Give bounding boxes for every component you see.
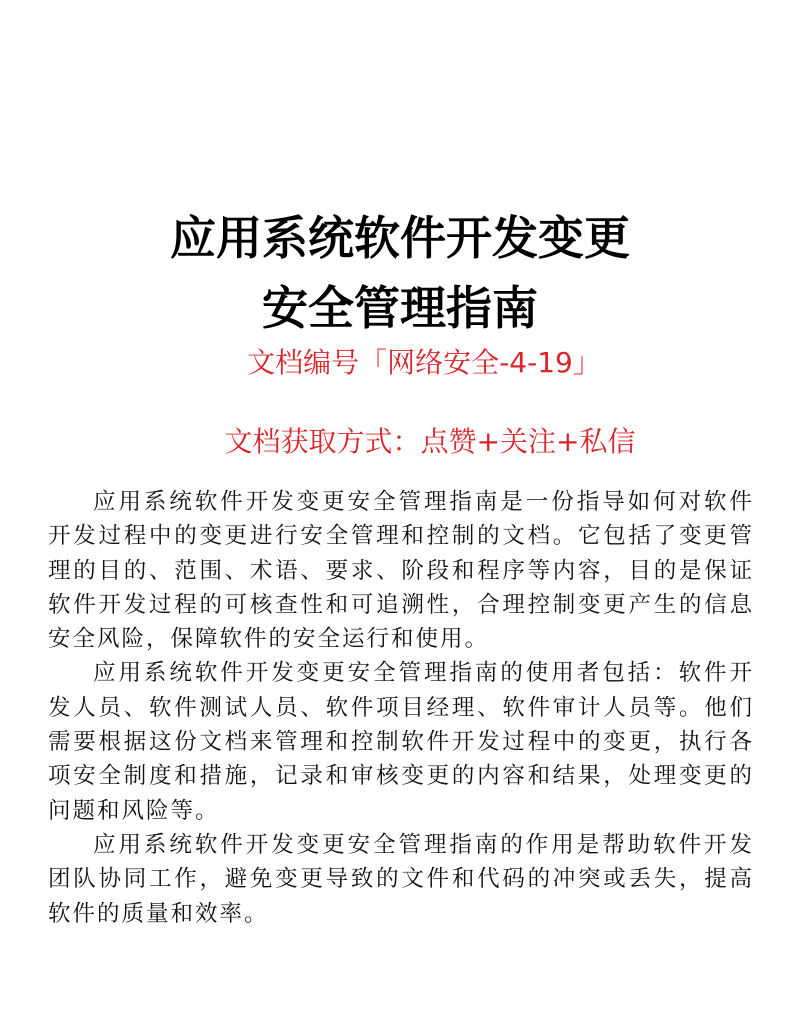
obtain-method: 文档获取方式：点赞+关注+私信	[224, 425, 636, 458]
title-line-2: 安全管理指南	[262, 281, 538, 335]
paragraph-3: 应用系统软件开发变更安全管理指南的作用是帮助软件开发团队协同工作，避免变更导致的文件和代码的冲突或丢失，提高软件的质量和效率。	[48, 831, 754, 927]
paragraph-1: 应用系统软件开发变更安全管理指南是一份指导如何对软件开发过程中的变更进行安全管理和控制的文档。它包括了变更管理的目的、范围、术语、要求、阶段和程序等内容，目的是保证软件开发过程的可核查性和可追溯性，合理控制变更产生的信息安全风险，保障软件的安全运行和使用。	[48, 489, 754, 653]
body-text	[48, 485, 754, 931]
document-number: 文档编号「网络安全-4-19」	[247, 346, 601, 379]
title-line-1: 应用系统软件开发变更	[170, 211, 630, 265]
paragraph-2: 应用系统软件开发变更安全管理指南的使用者包括：软件开发人员、软件测试人员、软件项目经理、软件审计人员等。他们需要根据这份文档来管理和控制软件开发过程中的变更，执行各项安全制度和措施，记录和审核变更的内容和结果，处理变更的问题和风险等。	[48, 660, 754, 824]
